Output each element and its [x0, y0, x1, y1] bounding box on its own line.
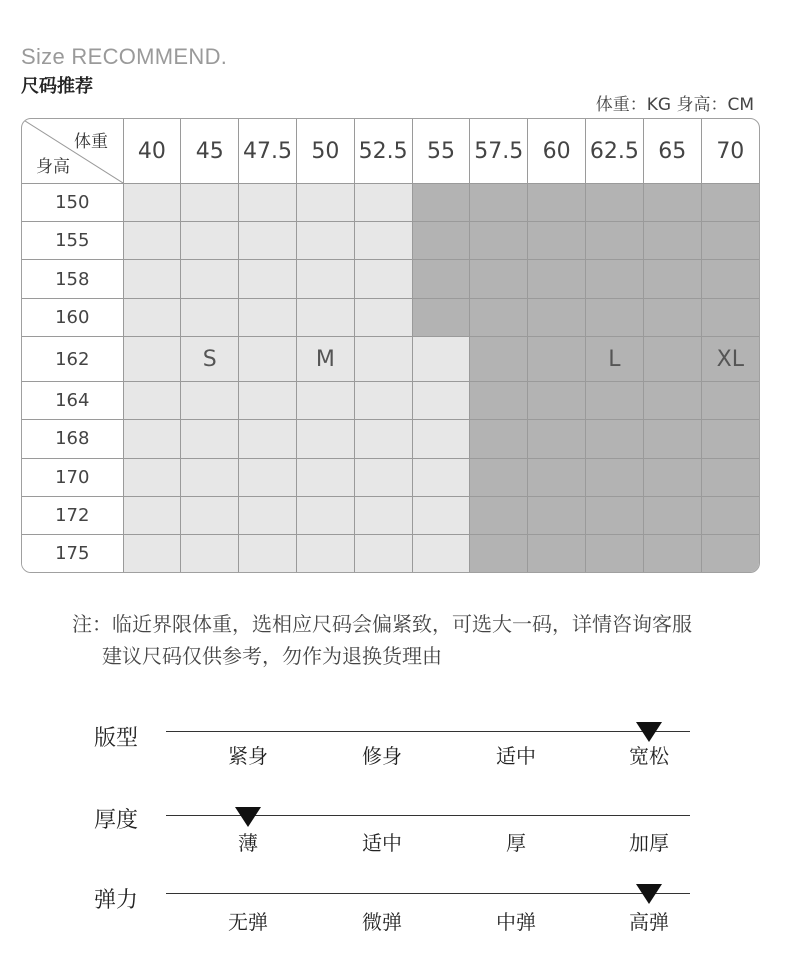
- weight-header: 52.5: [354, 119, 412, 184]
- size-cell: [412, 222, 470, 260]
- size-cell: [470, 260, 528, 298]
- size-cell: [239, 184, 297, 222]
- height-cell: 158: [22, 260, 123, 298]
- height-cell: 150: [22, 184, 123, 222]
- size-cell: [412, 535, 470, 572]
- size-cell: [181, 222, 239, 260]
- size-cell: [470, 298, 528, 336]
- size-cell: [586, 458, 644, 496]
- height-cell: 170: [22, 458, 123, 496]
- size-table: [21, 118, 760, 573]
- size-cell: [296, 382, 354, 420]
- size-cell: [470, 420, 528, 458]
- size-cell: [643, 298, 701, 336]
- size-cell: [354, 496, 412, 534]
- size-cell: [239, 336, 297, 381]
- height-cell: 164: [22, 382, 123, 420]
- size-cell: [528, 458, 586, 496]
- size-cell: [470, 336, 528, 381]
- size-label-cell: M: [296, 336, 354, 381]
- size-cell: [701, 420, 759, 458]
- thickness-marker-icon: [235, 807, 261, 827]
- size-cell: [354, 222, 412, 260]
- table-row: [22, 222, 759, 260]
- title-chinese: 尺码推荐: [21, 76, 93, 97]
- fit-scale-line: [166, 731, 690, 732]
- size-cell: [354, 336, 412, 381]
- size-cell: [528, 382, 586, 420]
- elasticity-label: 弹力: [94, 888, 139, 913]
- table-row: [22, 535, 759, 572]
- table-header-row: [22, 119, 759, 184]
- weight-header: 50: [296, 119, 354, 184]
- height-cell: 162: [22, 336, 123, 381]
- size-cell: [239, 420, 297, 458]
- size-cell: [412, 298, 470, 336]
- size-cell: [412, 260, 470, 298]
- size-cell: [643, 420, 701, 458]
- elasticity-option: 中弹: [496, 910, 536, 934]
- size-cell: [701, 298, 759, 336]
- table-row: [22, 382, 759, 420]
- height-cell: 172: [22, 496, 123, 534]
- fit-option: 修身: [362, 744, 402, 768]
- size-cell: [701, 535, 759, 572]
- size-cell: [412, 496, 470, 534]
- weight-header: 62.5: [586, 119, 644, 184]
- thickness-option: 薄: [238, 831, 258, 855]
- elasticity-scale-line: [166, 893, 690, 894]
- table-row: [22, 420, 759, 458]
- size-cell: [181, 260, 239, 298]
- size-cell: [701, 496, 759, 534]
- size-cell: [123, 260, 181, 298]
- size-cell: [643, 496, 701, 534]
- weight-header: 55: [412, 119, 470, 184]
- fit-option: 宽松: [629, 744, 669, 768]
- size-cell: [643, 382, 701, 420]
- weight-header: 40: [123, 119, 181, 184]
- size-cell: [643, 260, 701, 298]
- size-cell: [412, 184, 470, 222]
- size-cell: [123, 298, 181, 336]
- size-cell: [354, 535, 412, 572]
- table-row: [22, 298, 759, 336]
- table-row: [22, 336, 759, 381]
- size-cell: [239, 458, 297, 496]
- size-cell: [586, 382, 644, 420]
- size-cell: [701, 382, 759, 420]
- size-cell: [586, 496, 644, 534]
- size-cell: [528, 222, 586, 260]
- size-cell: [354, 420, 412, 458]
- units-label: 体重：KG 身高：CM: [595, 95, 754, 115]
- size-cell: [123, 496, 181, 534]
- size-cell: [123, 336, 181, 381]
- thickness-label: 厚度: [94, 808, 139, 833]
- size-cell: [181, 458, 239, 496]
- size-cell: [470, 222, 528, 260]
- elasticity-option: 高弹: [629, 910, 669, 934]
- weight-header: 57.5: [470, 119, 528, 184]
- size-cell: [239, 298, 297, 336]
- size-cell: [586, 260, 644, 298]
- size-cell: [123, 458, 181, 496]
- size-cell: [296, 260, 354, 298]
- size-cell: [528, 298, 586, 336]
- height-cell: 175: [22, 535, 123, 572]
- size-cell: [586, 184, 644, 222]
- size-cell: [586, 298, 644, 336]
- size-cell: [701, 222, 759, 260]
- weight-header: 47.5: [239, 119, 297, 184]
- size-cell: [239, 382, 297, 420]
- size-cell: [296, 535, 354, 572]
- size-cell: [528, 420, 586, 458]
- size-cell: [586, 420, 644, 458]
- size-cell: [296, 420, 354, 458]
- size-cell: [586, 222, 644, 260]
- corner-cell: [22, 119, 123, 184]
- fit-option: 适中: [496, 744, 536, 768]
- size-cell: [239, 535, 297, 572]
- size-cell: [528, 496, 586, 534]
- size-cell: [123, 420, 181, 458]
- size-cell: [239, 260, 297, 298]
- size-cell: [470, 458, 528, 496]
- size-note: [72, 608, 762, 672]
- height-cell: 168: [22, 420, 123, 458]
- size-cell: [296, 496, 354, 534]
- size-cell: [123, 535, 181, 572]
- size-cell: [296, 222, 354, 260]
- size-cell: [586, 535, 644, 572]
- elasticity-option: 微弹: [362, 910, 402, 934]
- thickness-option: 加厚: [629, 831, 669, 855]
- fit-marker-icon: [636, 722, 662, 742]
- title-english: Size RECOMMEND.: [21, 44, 228, 69]
- fit-label: 版型: [94, 726, 139, 751]
- height-cell: 155: [22, 222, 123, 260]
- size-cell: [123, 184, 181, 222]
- size-cell: [470, 496, 528, 534]
- corner-height-label: 身高: [36, 157, 70, 177]
- size-cell: [528, 535, 586, 572]
- table-row: [22, 496, 759, 534]
- elasticity-option: 无弹: [228, 910, 268, 934]
- weight-header: 60: [528, 119, 586, 184]
- size-cell: [181, 420, 239, 458]
- size-cell: [470, 382, 528, 420]
- size-cell: [354, 184, 412, 222]
- fit-option: 紧身: [228, 744, 268, 768]
- size-cell: [643, 336, 701, 381]
- size-cell: [528, 336, 586, 381]
- size-cell: [528, 184, 586, 222]
- size-cell: [643, 535, 701, 572]
- corner-weight-label: 体重: [74, 132, 108, 152]
- size-cell: [643, 184, 701, 222]
- size-cell: [296, 298, 354, 336]
- weight-header: 65: [643, 119, 701, 184]
- size-cell: [412, 420, 470, 458]
- table-row: [22, 458, 759, 496]
- size-cell: [643, 458, 701, 496]
- size-cell: [470, 535, 528, 572]
- table-row: [22, 184, 759, 222]
- size-cell: [181, 382, 239, 420]
- thickness-option: 厚: [506, 831, 526, 855]
- size-cell: [354, 260, 412, 298]
- size-cell: [123, 382, 181, 420]
- thickness-option: 适中: [362, 831, 402, 855]
- size-cell: [181, 496, 239, 534]
- size-cell: [181, 535, 239, 572]
- weight-header: 45: [181, 119, 239, 184]
- size-cell: [296, 458, 354, 496]
- elasticity-marker-icon: [636, 884, 662, 904]
- size-cell: [354, 458, 412, 496]
- note-line-2: 建议尺码仅供参考，勿作为退换货理由: [102, 644, 442, 668]
- size-label-cell: S: [181, 336, 239, 381]
- weight-header: 70: [701, 119, 759, 184]
- size-cell: [412, 336, 470, 381]
- size-label-cell: L: [586, 336, 644, 381]
- size-cell: [181, 298, 239, 336]
- size-cell: [354, 298, 412, 336]
- note-line-1: 注：临近界限体重，选相应尺码会偏紧致，可选大一码，详情咨询客服: [72, 612, 692, 636]
- size-label-cell: XL: [701, 336, 759, 381]
- size-cell: [181, 184, 239, 222]
- size-cell: [239, 496, 297, 534]
- height-cell: 160: [22, 298, 123, 336]
- size-cell: [701, 260, 759, 298]
- size-cell: [412, 458, 470, 496]
- size-cell: [701, 458, 759, 496]
- size-cell: [412, 382, 470, 420]
- size-cell: [296, 184, 354, 222]
- size-cell: [354, 382, 412, 420]
- size-cell: [643, 222, 701, 260]
- size-cell: [239, 222, 297, 260]
- size-cell: [123, 222, 181, 260]
- size-cell: [701, 184, 759, 222]
- table-row: [22, 260, 759, 298]
- size-cell: [528, 260, 586, 298]
- size-cell: [470, 184, 528, 222]
